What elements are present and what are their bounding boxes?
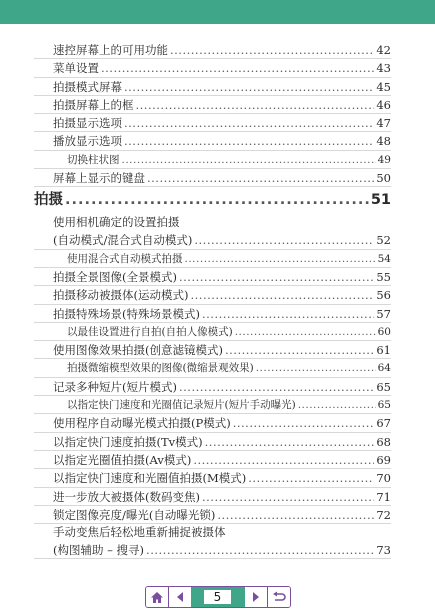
page-number: 5 — [204, 590, 232, 604]
next-arrow-icon[interactable] — [245, 587, 267, 607]
toc-section-heading[interactable] — [34, 187, 391, 214]
toc-page-number: 67 — [376, 416, 391, 431]
toc-entry[interactable] — [34, 250, 391, 268]
dot-leader — [248, 469, 374, 487]
dot-leader — [256, 359, 376, 377]
toc-entry[interactable] — [34, 506, 391, 524]
dot-leader — [194, 231, 374, 249]
toc-entry-line[interactable]: 使用相机确定的设置拍摄 — [53, 215, 180, 230]
toc-entry-title: 以最佳设置进行自拍(自拍人像模式) — [67, 325, 233, 338]
toc-entry-title: 拍摄特殊场景(特殊场景模式) — [53, 306, 200, 321]
toc-entry-line[interactable]: 手动变焦后轻松地重新捕捉被摄体 — [53, 525, 226, 540]
toc-entry[interactable] — [34, 469, 391, 487]
toc-entry[interactable] — [34, 396, 391, 414]
toc-entry-title: 拍摄显示选项 — [53, 116, 122, 131]
toc-entry-title: 使用混合式自动模式拍摄 — [67, 252, 183, 265]
toc-page-number: 71 — [376, 489, 391, 504]
dot-leader — [298, 396, 376, 414]
toc-page-number: 56 — [376, 288, 391, 303]
toc-entry-title: 拍摄屏幕上的框 — [53, 97, 134, 112]
dot-leader — [179, 378, 374, 396]
toc-page-number: 49 — [377, 153, 391, 166]
toc-entry-title: 使用图像效果拍摄(创意滤镜模式) — [53, 343, 223, 358]
toc-page-number: 61 — [376, 343, 391, 358]
toc-entry-title: 菜单设置 — [53, 61, 99, 76]
toc-entry-title: 锁定图像亮度/曝光(自动曝光锁) — [53, 507, 216, 522]
toc-entry[interactable] — [34, 541, 391, 559]
toc-entry-title: 以指定快门速度拍摄(Tv模式) — [53, 434, 203, 449]
dot-leader — [185, 250, 376, 268]
toc-entry-title: 播放显示选项 — [53, 134, 122, 149]
table-of-contents — [34, 41, 391, 559]
dot-leader — [179, 268, 374, 286]
toc-entry-title: 切换柱状图 — [67, 153, 120, 166]
toc-entry[interactable] — [34, 488, 391, 506]
dot-leader — [202, 305, 374, 323]
toc-entry[interactable] — [34, 151, 391, 169]
dot-leader — [136, 96, 375, 114]
toc-page-number: 68 — [376, 434, 391, 449]
toc-entry[interactable] — [34, 286, 391, 304]
toc-entry[interactable] — [34, 96, 391, 114]
toc-entry-title: 屏幕上显示的键盘 — [53, 171, 145, 186]
dot-leader — [146, 541, 374, 559]
toc-entry-title: 进一步放大被摄体(数码变焦) — [53, 489, 200, 504]
dot-leader — [124, 114, 374, 132]
toc-page-number: 65 — [376, 379, 391, 394]
toc-entry[interactable] — [34, 414, 391, 432]
toc-page-number: 45 — [376, 79, 391, 94]
toc-page-number: 48 — [376, 134, 391, 149]
home-icon[interactable] — [146, 587, 168, 607]
toc-entry[interactable] — [34, 59, 391, 77]
toc-page-number: 50 — [376, 171, 391, 186]
toc-page-number: 42 — [376, 43, 391, 57]
dot-leader — [233, 414, 375, 432]
toc-page-number: 60 — [377, 325, 391, 338]
toc-entry[interactable] — [34, 231, 391, 249]
toc-page-number: 70 — [376, 471, 391, 486]
toc-entry-title: 拍摄微缩模型效果的图像(微缩景观效果) — [67, 362, 254, 375]
toc-entry[interactable] — [34, 41, 391, 59]
dot-leader — [147, 169, 374, 187]
toc-entry[interactable] — [34, 359, 391, 377]
toc-entry-title: 拍摄模式屏幕 — [53, 79, 122, 94]
toc-entry[interactable] — [34, 132, 391, 150]
toc-page-number: 72 — [376, 507, 391, 522]
toc-page-number: 55 — [376, 269, 391, 284]
header-bar — [0, 0, 435, 24]
dot-leader — [101, 59, 374, 77]
toc-entry-title: 拍摄移动被摄体(运动模式) — [53, 288, 189, 303]
toc-entry[interactable] — [34, 114, 391, 132]
dot-leader — [122, 151, 376, 169]
toc-entry-title: 拍摄全景图像(全景模式) — [53, 269, 177, 284]
toc-entry-title: (自动模式/混合式自动模式) — [53, 233, 193, 248]
toc-entry[interactable] — [34, 268, 391, 286]
dot-leader — [124, 132, 374, 150]
toc-entry-title: 记录多种短片(短片模式) — [53, 379, 177, 394]
toc-entry-title: (构图辅助 – 搜寻) — [53, 543, 145, 558]
toc-page-number: 73 — [376, 543, 391, 558]
toc-entry[interactable] — [34, 341, 391, 359]
return-icon[interactable] — [268, 587, 290, 607]
toc-page-number: 65 — [377, 399, 391, 412]
toc-entry-title: 以指定快门速度和光圈值记录短片(短片手动曝光) — [67, 399, 296, 412]
dot-leader — [124, 78, 374, 96]
toc-entry-title: 速控屏幕上的可用功能 — [53, 43, 168, 57]
toc-entry[interactable] — [34, 451, 391, 469]
toc-page-number: 69 — [376, 452, 391, 467]
dot-leader — [202, 488, 374, 506]
dot-leader — [225, 341, 374, 359]
toc-page-number: 54 — [377, 252, 391, 265]
toc-entry-title: 使用程序自动曝光模式拍摄(P模式) — [53, 416, 231, 431]
toc-entry[interactable] — [34, 378, 391, 396]
dot-leader — [170, 41, 374, 59]
dot-leader — [217, 506, 374, 524]
toc-page-number: 43 — [376, 61, 391, 76]
toc-entry[interactable] — [34, 169, 391, 187]
toc-page-number: 64 — [377, 362, 391, 375]
dot-leader — [65, 187, 369, 214]
prev-arrow-icon[interactable] — [169, 587, 191, 607]
toc-entry-title: 拍摄 — [34, 192, 63, 209]
dot-leader — [190, 286, 374, 304]
toc-entry[interactable] — [34, 323, 391, 341]
toc-page-number: 46 — [376, 97, 391, 112]
toc-page-number: 52 — [376, 233, 391, 248]
page-navigation — [0, 582, 435, 612]
toc-entry-title: 以指定光圈值拍摄(Av模式) — [53, 452, 192, 467]
dot-leader — [205, 433, 375, 451]
toc-entry[interactable] — [34, 305, 391, 323]
nav-group — [145, 586, 291, 608]
dot-leader — [235, 323, 376, 341]
page-number-display — [191, 587, 245, 607]
toc-page-number: 51 — [370, 192, 391, 209]
toc-page-number: 57 — [376, 306, 391, 321]
toc-entry[interactable] — [34, 78, 391, 96]
toc-entry[interactable] — [34, 433, 391, 451]
toc-page-number: 47 — [376, 116, 391, 131]
dot-leader — [193, 451, 374, 469]
toc-entry-title: 以指定快门速度和光圈值拍摄(M模式) — [53, 471, 247, 486]
